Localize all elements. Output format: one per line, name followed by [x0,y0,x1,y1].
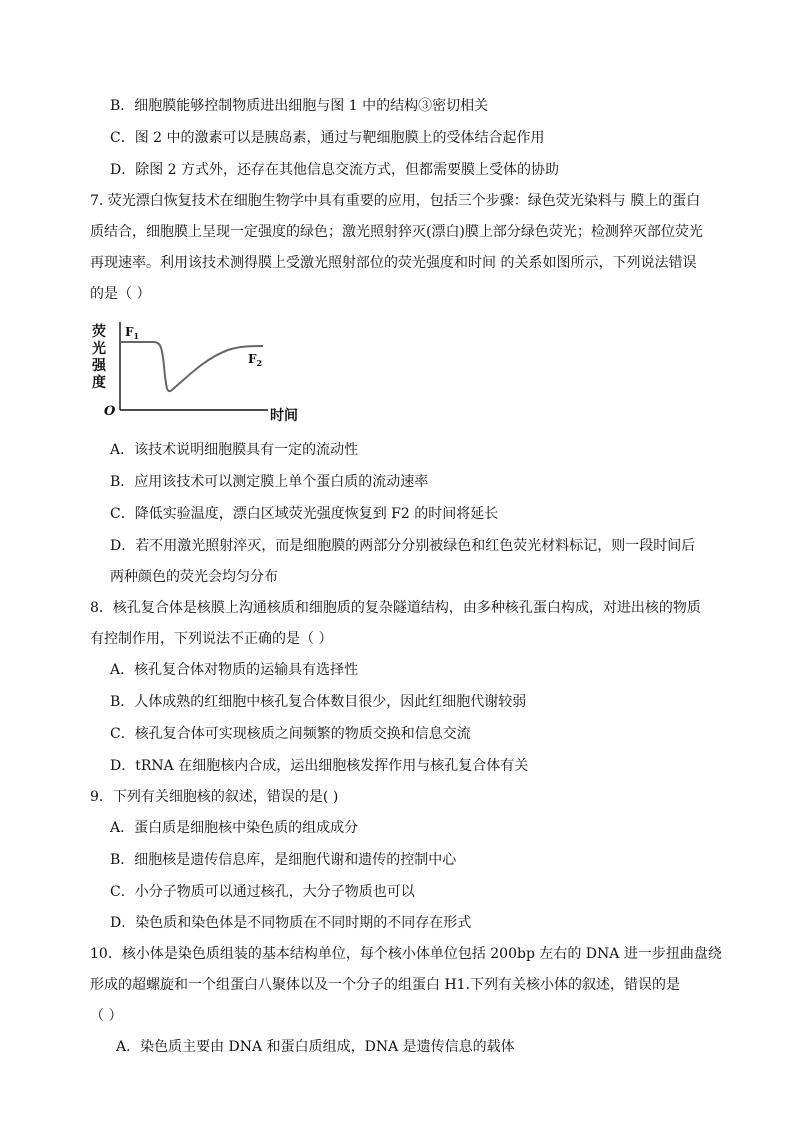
q8-stem-line-2: 有控制作用，下列说法不正确的是（ ） [90,631,333,647]
x-axis-label: 时间 [270,408,298,424]
q9-option-c: C．小分子物质可以通过核孔，大分子物质也可以 [110,884,415,900]
q7-stem-line-1: 7. 荧光漂白恢复技术在细胞生物学中具有重要的应用，包括三个步骤：绿色荧光染料与 膜上的蛋白 [90,193,701,209]
fluorescence-recovery-figure [88,318,308,430]
q10-stem-line-1: 10．核小体是染色质组装的基本结构单位，每个核小体单位包括 200bp 左右的 DNA 进一步扭曲盘绕 [90,946,722,962]
q6-option-b: B．细胞膜能够控制物质进出细胞与图 1 中的结构③密切相关 [110,98,489,114]
q7-option-a: A．该技术说明细胞膜具有一定的流动性 [110,442,359,458]
q7-stem-line-4: 的是（ ） [90,286,151,302]
q9-option-a: A．蛋白质是细胞核中染色质的组成成分 [110,820,359,836]
q7-stem-line-2: 质结合，细胞膜上呈现一定强度的绿色；激光照射猝灭(漂白)膜上部分绿色荧光；检测猝灭部位荧光 [90,224,703,240]
fluorescence-curve [120,342,263,391]
origin-label: O [104,404,116,419]
q7-option-d-line-2: 两种颜色的荧光会均匀分布 [110,569,278,585]
y-axis-label-char-4: 度 [92,375,106,391]
q8-option-a: A．核孔复合体对物质的运输具有选择性 [110,662,359,678]
f2-label: $F_2$ [248,352,263,368]
q6-option-c: C．图 2 中的激素可以是胰岛素，通过与靶细胞膜上的受体结合起作用 [110,130,545,146]
q9-option-d: D．染色质和染色体是不同物质在不同时期的不同存在形式 [110,915,472,931]
q8-option-d: D．tRNA 在细胞核内合成，运出细胞核发挥作用与核孔复合体有关 [110,758,529,774]
q7-option-b: B．应用该技术可以测定膜上单个蛋白质的流动速率 [110,474,429,490]
y-axis-label-char-2: 光 [92,341,106,357]
y-axis-label-char-3: 强 [92,358,106,374]
q10-stem-line-3: （ ） [90,1008,123,1024]
q7-stem-line-3: 再现速率。利用该技术测得膜上受激光照射部位的荧光强度和时间 的关系如图所示，下列说法错误 [90,255,697,271]
q8-option-b: B．人体成熟的红细胞中核孔复合体数目很少，因此红细胞代谢较弱 [110,694,527,710]
q9-option-b: B．细胞核是遗传信息库，是细胞代谢和遗传的控制中心 [110,852,457,868]
q8-stem-line-1: 8．核孔复合体是核膜上沟通核质和细胞质的复杂隧道结构，由多种核孔蛋白构成，对进出核的物质 [90,600,701,616]
f1-label: $F_1$ [125,325,140,341]
q9-stem: 9．下列有关细胞核的叙述，错误的是( ) [90,789,339,805]
q10-option-a: A．染色质主要由 DNA 和蛋白质组成，DNA 是遗传信息的载体 [116,1039,515,1055]
q6-option-d: D．除图 2 方式外，还存在其他信息交流方式，但都需要膜上受体的协助 [110,162,560,178]
q7-option-d-line-1: D．若不用激光照射淬灭，而是细胞膜的两部分分别被绿色和红色荧光材料标记，则一段时间后 [110,538,696,554]
q7-option-c: C．降低实验温度，漂白区域荧光强度恢复到 F2 的时间将延长 [110,506,499,522]
y-axis-label-char-1: 荧 [92,324,106,340]
q8-option-c: C．核孔复合体可实现核质之间频繁的物质交换和信息交流 [110,726,471,742]
q10-stem-line-2: 形成的超螺旋和一个组蛋白八聚体以及一个分子的组蛋白 H1.下列有关核小体的叙述，错误的是 [90,977,681,993]
